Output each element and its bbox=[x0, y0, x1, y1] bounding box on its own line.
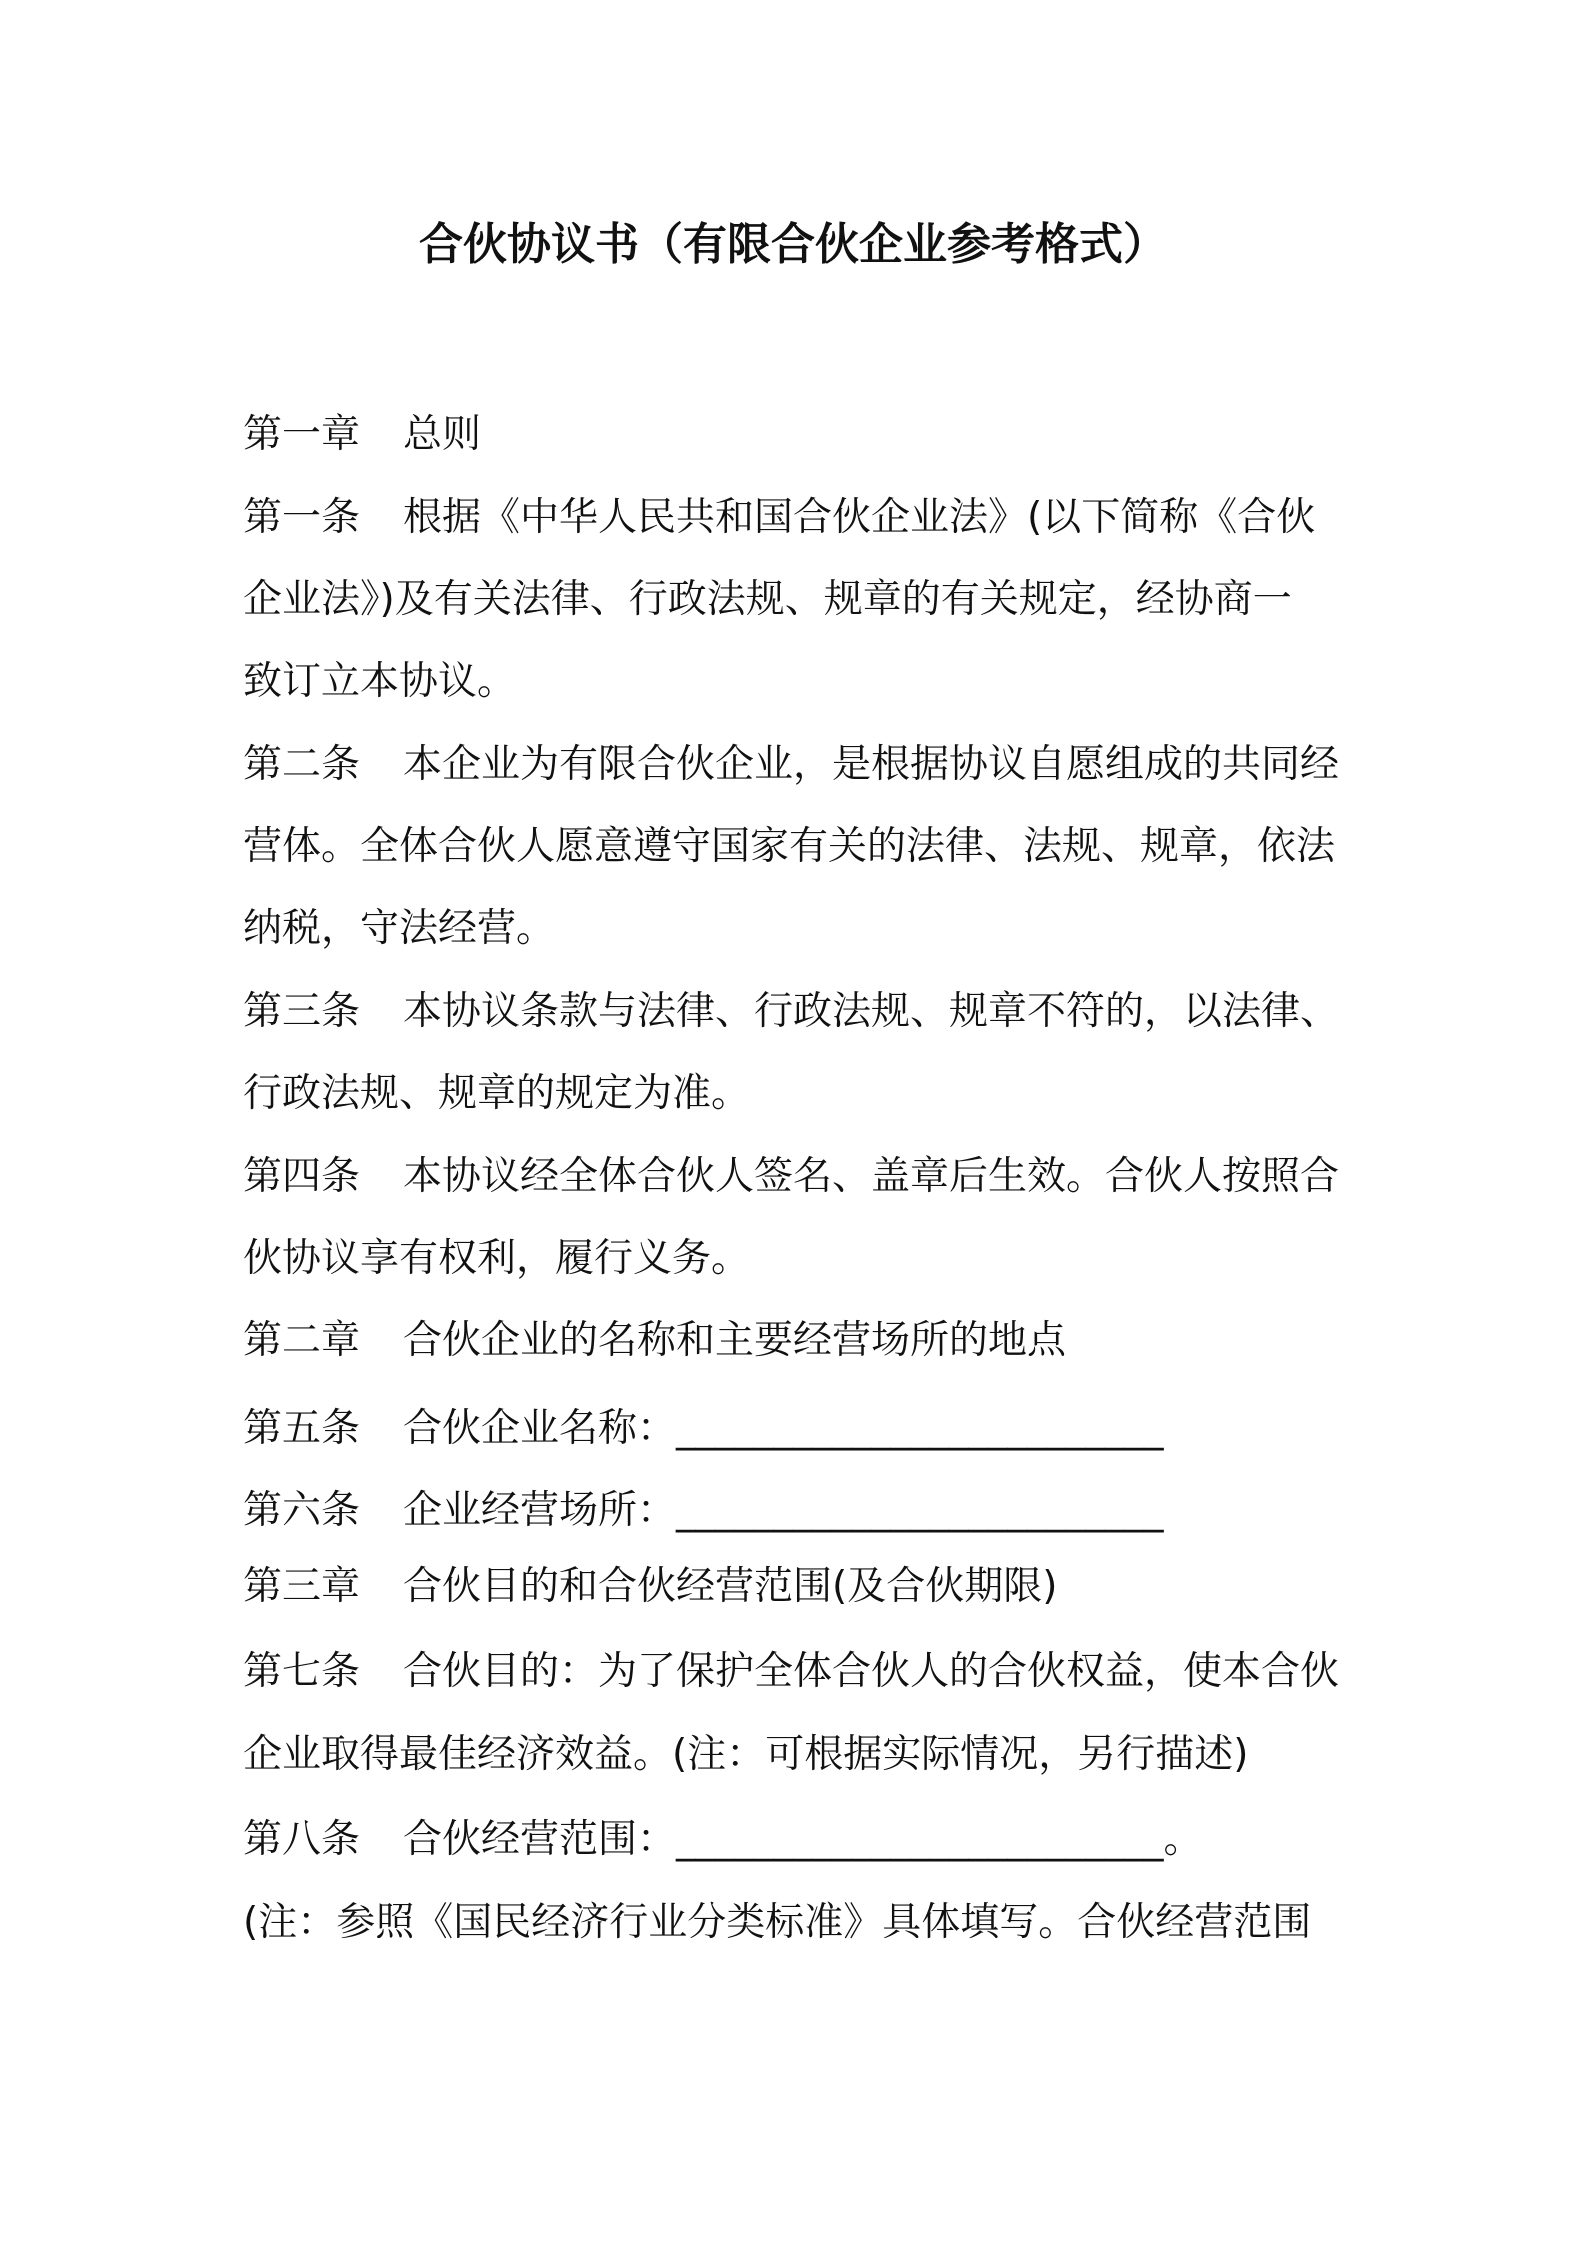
chapter-heading bbox=[243, 1557, 1353, 1617]
line-label: 第七条 bbox=[243, 1649, 361, 1694]
line-text: 合伙企业的名称和主要经营场所的地点 bbox=[403, 1318, 1067, 1363]
line-text: 总则 bbox=[403, 412, 482, 457]
line-text: 企业取得最佳经济效益。(注：可根据实际情况，另行描述) bbox=[243, 1732, 1249, 1777]
line-label: 第一章 bbox=[243, 412, 361, 457]
article-line bbox=[243, 1642, 1353, 1702]
line-text: 本协议经全体合伙人签名、盖章后生效。合伙人按照合 bbox=[403, 1154, 1340, 1199]
line-text: (注：参照《国民经济行业分类标准》具体填写。合伙经营范围 bbox=[243, 1900, 1312, 1945]
line-label: 第一条 bbox=[243, 495, 361, 540]
article-line bbox=[243, 488, 1353, 548]
document-title: 合伙协议书（有限合伙企业参考格式） bbox=[419, 219, 1167, 270]
chapter-heading bbox=[243, 1311, 1353, 1371]
article-continuation bbox=[243, 652, 1353, 712]
line-text: 企业法》)及有关法律、行政法规、规章的有关规定，经协商一 bbox=[243, 577, 1292, 622]
line-text: 根据《中华人民共和国合伙企业法》(以下简称《合伙 bbox=[403, 495, 1316, 540]
article-line bbox=[243, 982, 1353, 1042]
chapter-heading bbox=[243, 405, 1353, 465]
line-label: 第三条 bbox=[243, 989, 361, 1034]
line-label: 第五条 bbox=[243, 1406, 361, 1451]
line-text: 合伙目的和合伙经营范围(及合伙期限) bbox=[403, 1564, 1058, 1609]
article-line bbox=[243, 1481, 1353, 1541]
line-text: 合伙经营范围：_________________________。 bbox=[403, 1817, 1203, 1862]
line-label: 第三章 bbox=[243, 1564, 361, 1609]
article-continuation bbox=[243, 899, 1353, 959]
line-label: 第八条 bbox=[243, 1817, 361, 1862]
article-continuation bbox=[243, 1725, 1353, 1785]
line-label: 第二条 bbox=[243, 742, 361, 787]
line-text: 致订立本协议。 bbox=[243, 659, 517, 704]
article-line bbox=[243, 1810, 1353, 1870]
line-text: 合伙目的：为了保护全体合伙人的合伙权益，使本合伙 bbox=[403, 1649, 1340, 1694]
line-text: 纳税，守法经营。 bbox=[243, 906, 556, 951]
line-text: 合伙企业名称：_________________________ bbox=[403, 1406, 1164, 1451]
line-text: 行政法规、规章的规定为准。 bbox=[243, 1071, 751, 1116]
article-line bbox=[243, 1399, 1353, 1459]
article-continuation bbox=[243, 817, 1353, 877]
line-text: 企业经营场所：_________________________ bbox=[403, 1488, 1164, 1533]
line-text: 本企业为有限合伙企业，是根据协议自愿组成的共同经 bbox=[403, 742, 1340, 787]
line-text: 营体。全体合伙人愿意遵守国家有关的法律、法规、规章，依法 bbox=[243, 824, 1336, 869]
note-line bbox=[243, 1893, 1353, 1953]
article-continuation bbox=[243, 570, 1353, 630]
article-line bbox=[243, 735, 1353, 795]
article-continuation bbox=[243, 1229, 1353, 1289]
article-line bbox=[243, 1147, 1353, 1207]
article-continuation bbox=[243, 1064, 1353, 1124]
line-text: 伙协议享有权利，履行义务。 bbox=[243, 1236, 751, 1281]
line-label: 第四条 bbox=[243, 1154, 361, 1199]
line-label: 第二章 bbox=[243, 1318, 361, 1363]
line-text: 本协议条款与法律、行政法规、规章不符的，以法律、 bbox=[403, 989, 1340, 1034]
line-label: 第六条 bbox=[243, 1488, 361, 1533]
